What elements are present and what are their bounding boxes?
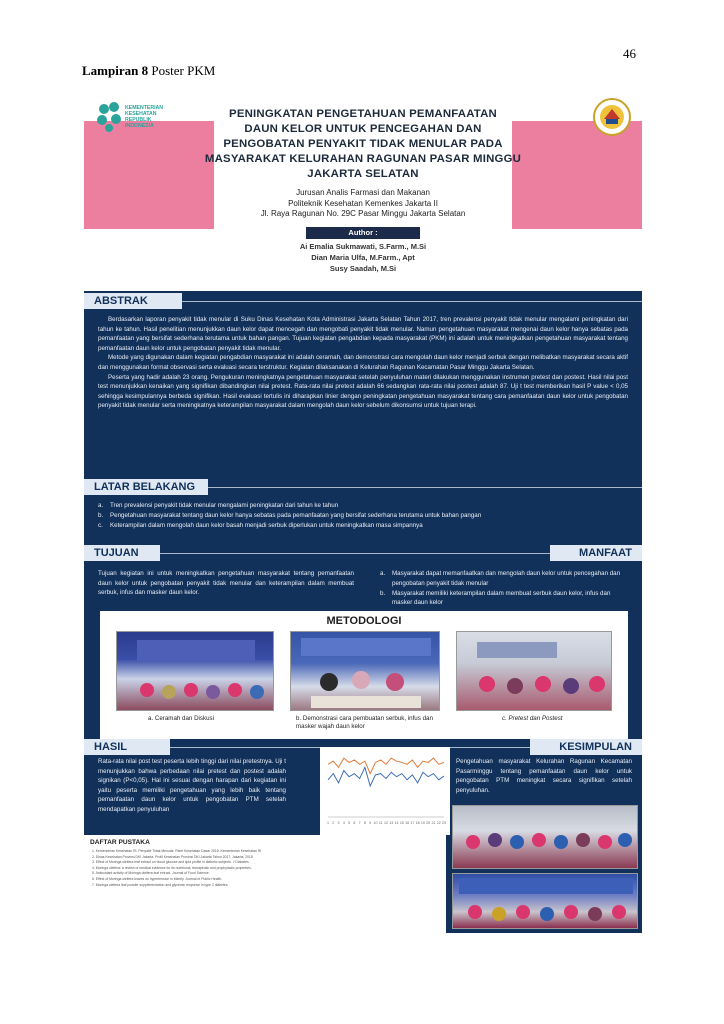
divider [170, 747, 320, 748]
title-line: MASYARAKAT KELURAHAN RAGUNAN PASAR MINGGU [204, 153, 522, 165]
results-chart [320, 747, 450, 835]
ministry-logo-line-3: REPUBLIK [125, 117, 152, 123]
abstrak-paragraph: Berdasarkan laporan penyakit tidak menular di Suku Dinas Kesehatan Kota Administrasi Jakarta Selatan Tahun 2017, tren prevalensi penyakit tidak menular mengalami peningkatan dari tahun ke tahun. Hasil penelitian menunjukkan daun kelor dapat mencegah dan mengobati penyakit tidak menular. Namun pengetahuan masyarakat mengenai daun kelor hanya sebatas pada pemanfaatan yang bersifat sederhana terutama untuk bahan pangan. Tujuan kegiatan pengabdian kepada masyarakat (PKM) ini adalah untuk meningkatkan pengetahuan masyarakat tentang pemanfaatan daun kelor untuk pengobatan penyakit tidak menular. [98, 316, 628, 352]
x-tick-label: 15 [399, 821, 404, 825]
list-text: Masyarakat dapat memanfaatkan dan mengolah daun kelor untuk pencegahan dan pengobatan penyakit tidak menular [392, 570, 621, 587]
tujuan-body: Tujuan kegiatan ini untuk meningkatkan pengetahuan masyarakat tentang pemanfaatan daun kelor untuk pengobatan penyakit tidak menular dan keterampilan dalam membuat serbuk, infus dan masker daun kelor. [98, 570, 354, 597]
x-tick-label: 22 [436, 821, 441, 825]
reference-item: 4. Moringa oleifera: a review of medical evidence for its nutritional, therapeutic and prophylactic properties. [92, 865, 252, 870]
title-line: DAUN KELOR UNTUK PENCEGAHAN DAN [244, 123, 482, 135]
photo-ceramah [116, 631, 274, 711]
photo-group-1 [452, 805, 638, 869]
caption-demonstrasi: b. Demonstrasi cara pembuatan serbuk, infus dan masker wajah daun kelor [296, 715, 433, 730]
title-line: PENINGKATAN PENGETAHUAN PEMANFAATAN [229, 108, 497, 120]
series-line-1 [328, 758, 444, 774]
institution-line: Politeknik Kesehatan Kemenkes Jakarta II [288, 198, 438, 208]
page-number: 46 [623, 46, 636, 61]
series-line-2 [328, 767, 444, 786]
hasil-heading: HASIL [84, 739, 170, 755]
x-tick-label: 11 [378, 821, 383, 825]
list-marker: b. [98, 511, 104, 519]
list-text: Tren prevalensi penyakit tidak menular mengalami peningkatan dari tahun ke tahun [110, 502, 339, 509]
list-marker: a. [380, 570, 386, 577]
references-heading: DAFTAR PUSTAKA [90, 839, 150, 846]
list-marker: a. [98, 502, 104, 509]
photo-pretest [456, 631, 612, 711]
references-panel [84, 835, 446, 933]
abstrak-heading: ABSTRAK [84, 293, 182, 309]
x-tick-label: 14 [394, 821, 399, 825]
x-tick-label: 1 [327, 821, 329, 825]
x-tick-label: 16 [405, 821, 410, 825]
reference-item: 2. Dinas Kesehatan Provinsi DKI Jakarta. Profil Kesehatan Provinsi DKI Jakarta Tahun 2017. Jakarta; 2018 [92, 854, 253, 859]
latar-heading: LATAR BELAKANG [84, 479, 208, 495]
divider [182, 301, 642, 302]
kesimpulan-heading: KESIMPULAN [530, 739, 642, 755]
list-item [380, 589, 630, 609]
x-tick-label: 5 [348, 821, 351, 825]
latar-list [98, 501, 628, 530]
list-item [98, 521, 628, 531]
abstrak-paragraph: Peserta yang hadir adalah 23 orang. Pengukuran meningkatnya pengetahuan masyarakat setelah penyuluhan materi dilakukan menggunakan instrumen pretest dan postest. Hasil nilai post test menunjukkan kenaikan yang signifikan dibandingkan nilai pretest. Rata-rata nilai pretest adalah 66 sedangkan rata-rata nilai postest adalah 87. Uji t test memberikan hasil P value < 0,05 sehingga kesimpulannya berbeda signifikan. Hasil evaluasi tertulis ini diharapkan linier dengan peningkatan pengetahuan masyarakat tentang cara pemanfaatan daun kelor untuk pengobatan penyakit tidak menular serta meningkatnya keterampilan masyarakat dalam mengolah daun kelor sebelum dikonsumsi untuk tujuan terapi. [98, 373, 628, 410]
x-tick-label: 9 [369, 821, 372, 825]
x-tick-label: 18 [415, 821, 420, 825]
author-name: Dian Maria Ulfa, M.Farm., Apt [311, 253, 415, 262]
manfaat-list [380, 569, 630, 608]
author-list [84, 241, 642, 274]
ministry-logo-line-1: KEMENTERIAN [125, 105, 164, 111]
list-text: Keterampilan dalam mengolah daun kelor basah menjadi serbuk diperlukan untuk meningkatkan masa simpannya [110, 521, 423, 529]
abstrak-paragraph: Metode yang digunakan dalam kegiatan pengabdian masyarakat ini adalah ceramah, dan demonstrasi cara mengolah daun kelor menjadi serbuk dengan melibatkan masyarakat secara aktif dan menggunakan format observasi serta evaluasi secara terstruktur. Kegiatan dilaksanakan di Kelurahan Ragunan Kecamatan Pasar Minggu Jakarta Selatan. [98, 354, 628, 371]
x-tick-label: 3 [337, 821, 340, 825]
caption-label: Lampiran 8 [82, 63, 149, 78]
x-tick-label: 4 [342, 821, 345, 825]
abstrak-body [98, 315, 628, 411]
x-tick-label: 13 [389, 821, 394, 825]
page-caption [82, 63, 215, 79]
hasil-body: Rata-rata nilai post test peserta lebih tinggi dari nilai pretestnya. Uji t menunjukkan bahwa perbedaan nilai pretest dan postest adalah signikan (P<0,05). Hal ini sesuai dengan harapan dari kegiatan ini yaitu peserta memiliki pengetahuan yang lebih baik tentang pemanfaatan daun kelor untuk pengobatan PTM setelah mendapatkan penyuluhan [98, 758, 286, 813]
author-name: Susy Saadah, M.Si [329, 264, 397, 273]
list-item [380, 569, 630, 589]
x-tick-label: 8 [363, 821, 366, 825]
results-line-chart [320, 747, 450, 835]
list-text: Pengetahuan masyarakat tentang daun kelor hanya sebatas pada pemanfaatan yang bersifat sederhana terutama untuk bahan pangan [110, 511, 482, 519]
list-marker: c. [98, 521, 103, 529]
ministry-logo-line-2: KESEHATAN [125, 111, 157, 117]
divider [208, 487, 642, 488]
list-marker: b. [380, 589, 386, 597]
institution-line: Jl. Raya Ragunan No. 29C Pasar Minggu Jakarta Selatan [260, 209, 466, 218]
x-tick-label: 20 [426, 821, 431, 825]
manfaat-heading: MANFAAT [550, 545, 642, 561]
poster-header [84, 93, 642, 291]
title-line: PENGOBATAN PENYAKIT TIDAK MENULAR PADA [223, 138, 503, 150]
institution-block [84, 188, 642, 220]
reference-item: 3. Effect of Moringa oleifera leaf extract on blood glucose and lipid profile in diabetic subjects. J Diabetes. [92, 860, 250, 865]
list-text: Masyarakat memiliki keterampilan dalam membuat serbuk daun kelor, infus dan masker daun kelor [392, 589, 611, 607]
x-tick-label: 17 [410, 821, 415, 825]
metodologi-panel [100, 611, 628, 739]
tujuan-heading: TUJUAN [84, 545, 160, 561]
ministry-logo-line-4: INDONESIA [125, 123, 154, 129]
divider [450, 747, 530, 748]
institution-line: Jurusan Analis Farmasi dan Makanan [296, 188, 430, 197]
x-tick-label: 21 [431, 821, 436, 825]
list-item [98, 511, 628, 521]
x-tick-label: 2 [332, 821, 335, 825]
metodologi-heading: METODOLOGI [326, 615, 402, 627]
x-tick-label: 10 [373, 821, 378, 825]
caption-pretest: c. Pretest dan Postest [502, 715, 563, 722]
reference-item: 1. Kementerian Kesehatan RI. Penyakit Tidak Menular. Riset Kesehatan Dasar 2018. Kementerian Kesehatan RI [92, 849, 262, 853]
photo-group-2 [452, 873, 638, 929]
x-tick-label: 6 [353, 821, 356, 825]
kesimpulan-body: Pengetahuan masyarakat Kelurahan Ragunan Kecamatan Pasarminggu tentang pemanfaatan daun kelor untuk pengobatan PTM meningkat secara signifikan setelah penyuluhan. [456, 758, 632, 794]
list-item [98, 501, 628, 511]
photo-demonstrasi [290, 631, 440, 711]
reference-item: 5. Antioxidant activity of Moringa oleifera leaf extract. Journal of Food Science. [92, 871, 210, 876]
poster [84, 93, 642, 933]
author-label: Author : [306, 227, 420, 239]
x-tick-label: 7 [358, 821, 361, 825]
divider [160, 553, 550, 554]
poster-title [84, 107, 642, 182]
caption-ceramah: a. Ceramah dan Diskusi [148, 715, 215, 722]
author-name: Ai Emalia Sukmawati, S.Farm., M.Si [299, 242, 427, 251]
x-tick-label: 23 [442, 821, 446, 825]
x-tick-label: 19 [420, 821, 425, 825]
references-list [92, 849, 440, 888]
reference-item: 7. Moringa oleifera leaf powder supplementation and glycemic response in type 2 diabetes. [92, 882, 229, 887]
caption-text: Poster PKM [148, 63, 216, 78]
reference-item: 6. Effect of Moringa oleifera leaves on hypertension in elderly. Journal of Public Health. [92, 876, 223, 881]
title-line: JAKARTA SELATAN [307, 168, 419, 180]
x-tick-label: 12 [384, 821, 388, 825]
